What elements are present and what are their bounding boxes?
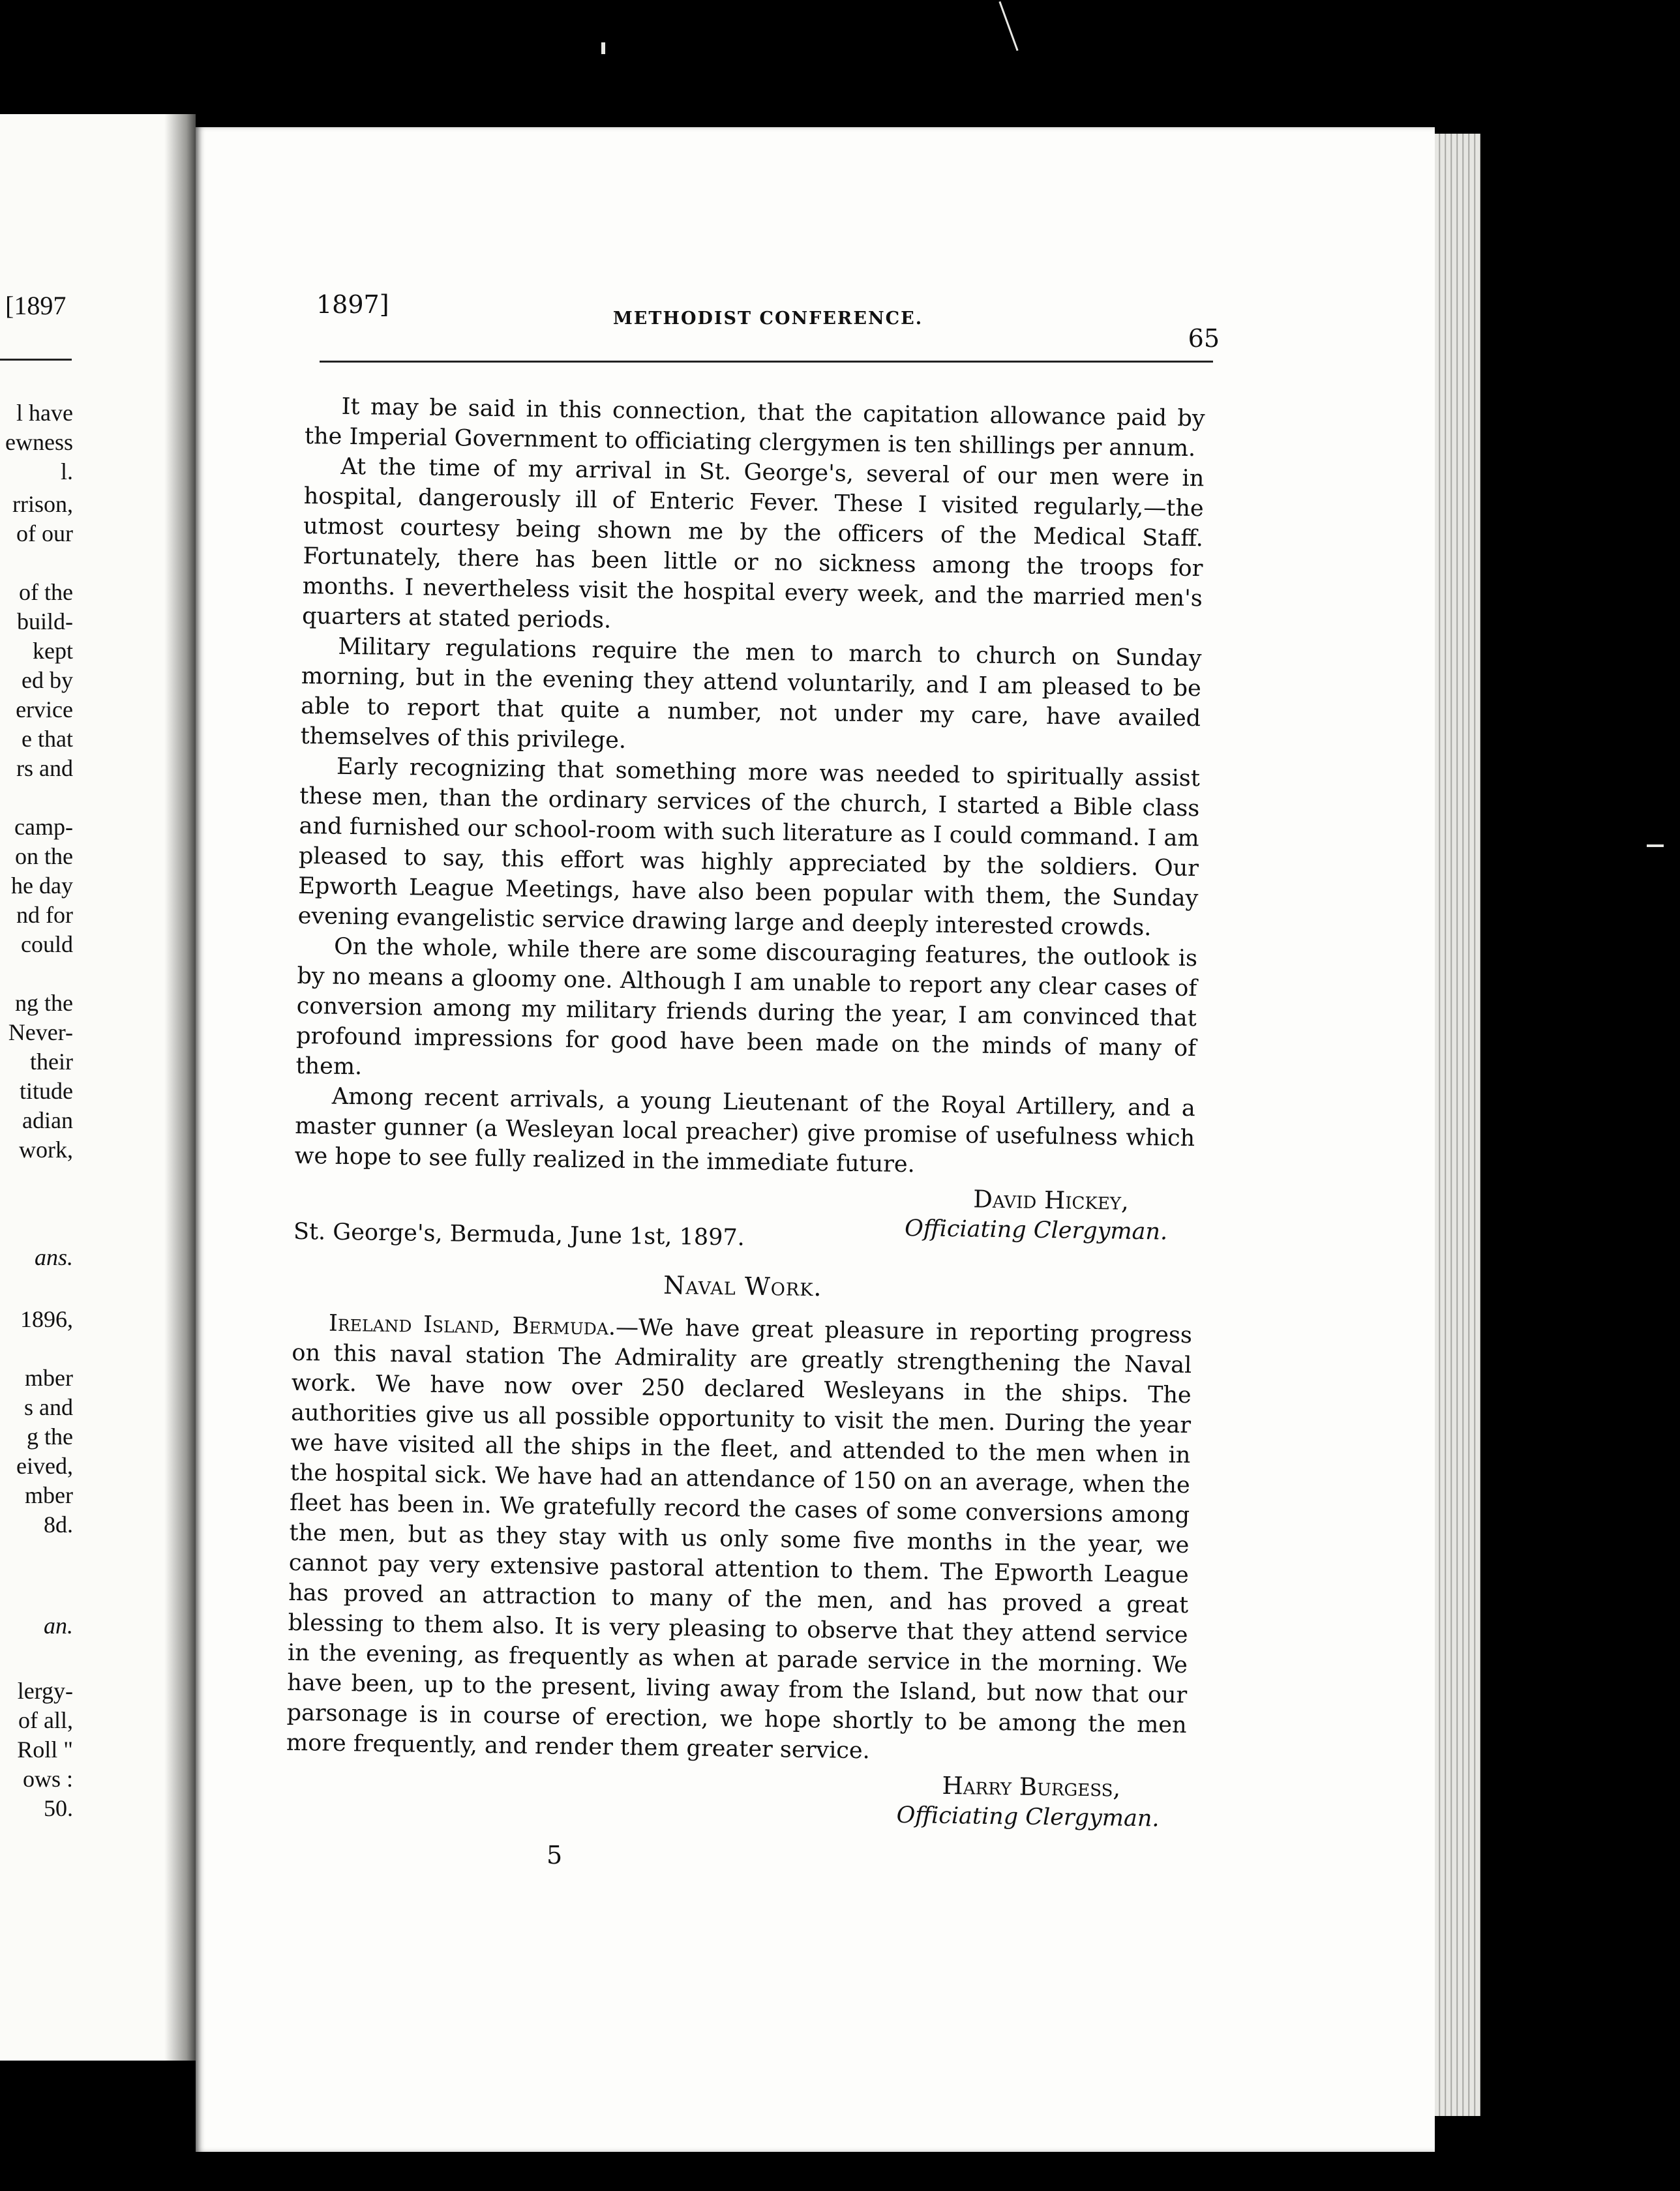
left-line-fragment: mber xyxy=(25,1482,73,1508)
left-running-head: [1897 xyxy=(5,291,67,320)
left-line-fragment: eived, xyxy=(16,1453,73,1479)
left-line-fragment: ed by xyxy=(22,667,73,693)
left-line-fragment: nd for xyxy=(16,902,73,928)
left-line-fragment: could xyxy=(21,931,73,957)
left-line-fragment: l have xyxy=(16,400,73,426)
left-line-fragment: lergy- xyxy=(17,1678,73,1704)
running-head xyxy=(316,290,1220,353)
paragraph xyxy=(286,1308,1192,1770)
book-gutter-shadow xyxy=(164,114,196,2061)
paragraph: On the whole, while there are some discouraging features, the outlook is by no means a gloomy one. Although I am unable to report any clear cases of conversion among my military friends during the year, I am convinced that profound impressions for good have been made on the minds of many of them. xyxy=(295,933,1198,1081)
left-line-fragment: mber xyxy=(25,1365,73,1391)
left-line-fragment: e that xyxy=(22,726,73,752)
left-facing-page xyxy=(0,114,196,2061)
left-line-fragment: titude xyxy=(20,1078,73,1104)
scan-artifact xyxy=(1647,844,1664,847)
page-number: 65 xyxy=(1188,324,1220,353)
left-line-fragment: ng the xyxy=(15,990,73,1016)
left-line-fragment: g the xyxy=(27,1423,73,1450)
dateline: St. George's, Bermuda, June 1st, 1897. xyxy=(293,1218,745,1251)
left-line-fragment: ewness xyxy=(5,429,73,455)
signature-title: Officiating Clergyman. xyxy=(896,1802,1160,1832)
left-line-fragment: on the xyxy=(15,843,73,869)
left-line-fragment: ows : xyxy=(22,1766,73,1792)
left-line-fragment: build- xyxy=(17,608,73,634)
place-lead: Ireland Island, Bermuda. xyxy=(328,1310,616,1341)
left-line-fragment: of all, xyxy=(18,1707,73,1733)
left-line-fragment: kept xyxy=(33,638,73,664)
section-heading: Naval Work. xyxy=(663,1270,822,1302)
left-line-fragment: Roll " xyxy=(17,1736,73,1763)
left-line-fragment: rs and xyxy=(16,755,73,781)
paragraph: Among recent arrivals, a young Lieutenant of the Royal Artillery, and a master gunner (a Wesleyan local preacher) give promise of usefulness which we hope to see fully realized in the immediate future. xyxy=(294,1083,1196,1178)
running-head-title: METHODIST CONFERENCE. xyxy=(612,308,923,329)
left-line-fragment: rrison, xyxy=(12,491,73,517)
left-line-fragment: l. xyxy=(60,458,73,484)
left-line-fragment: of our xyxy=(16,520,73,546)
paragraph: At the time of my arrival in St. George's, several of our men were in hospital, dangerously ill of Enteric Fever. These I visited regularly,—the utmost courtesy being shown me by the officers of the Medical Staff. Fortunately, there has been little or no sickness among the troops for months. I nevertheless visit the hospital every week, and the married men's quarters at stated periods. xyxy=(301,453,1205,634)
left-line-fragment: adian xyxy=(22,1107,73,1133)
signature-block xyxy=(285,1762,1186,1834)
scan-artifact xyxy=(601,42,605,54)
left-line-fragment: 50. xyxy=(44,1795,73,1821)
paragraph: Military regulations require the men to march to church on Sunday morning, but in the evening they attend voluntarily, and I am pleased to be able to report that quite a number, not under my care, have availed themselves of this privilege. xyxy=(300,633,1202,754)
signature-name: David Hickey, xyxy=(972,1185,1130,1215)
left-line-fragment: their xyxy=(30,1049,73,1075)
left-header-rule xyxy=(0,359,72,361)
paragraph: Early recognizing that something more was needed to spiritually assist these men, than the ordinary services of the church, I started a Bible class and furnished our school-room with such literature as I could command. I am pleased to say, this effort was highly appreciated by the soldiers. Our Epworth League Meetings, have also been popular with them, the Sunday evening evangelistic service drawing large and deeply interested crowds. xyxy=(297,753,1201,942)
left-line-fragment: ans. xyxy=(34,1244,73,1270)
left-line-fragment: Never- xyxy=(8,1019,73,1045)
signature-mark: 5 xyxy=(547,1841,563,1870)
paragraph: It may be said in this connection, that the capitation allowance paid by the Imperial Government to officiating clergymen is ten shillings per annum. xyxy=(304,393,1205,462)
signature-title: Officiating Clergyman. xyxy=(904,1215,1168,1245)
left-line-fragment: s and xyxy=(24,1394,73,1420)
left-line-fragment: work, xyxy=(19,1137,73,1163)
left-line-fragment: an. xyxy=(44,1613,73,1639)
left-line-fragment: 8d. xyxy=(44,1512,73,1538)
page-body xyxy=(285,391,1205,1834)
header-rule xyxy=(320,361,1213,363)
left-line-fragment: 1896, xyxy=(20,1306,73,1332)
running-head-year: 1897] xyxy=(316,290,389,319)
paragraph-text: —We have great pleasure in reporting progress on this naval station The Admirality are greatly strengthening the Naval work. We have now over 250 declared Wesleyans in the ships. The authorities give us all possible opportunity to visit the men. During the year we have visited all the ships in the fleet, and attended to the men when in the hospital sick. We have had an attendance of 150 on an average, when the fleet has been in. We gratefully record the cases of some conversions among the men, but as they stay with us only some five months in the year, we cannot pay very extensive pastoral attention to them. The Epworth League has proved an attraction to many of the men, and has proved a great blessing to them also. It is very pleasing to observe that they attend service in the evening, as frequently as when at parade service in the morning. We have been, up to the present, living away from the Island, but now that our parsonage is in course of erection, we hope shortly to be among the men more frequently, and render them greater service. xyxy=(286,1314,1193,1765)
signature-name: Harry Burgess, xyxy=(942,1771,1121,1802)
scan-artifact xyxy=(998,1,1018,51)
page-edges xyxy=(1435,134,1480,2116)
left-line-fragment: camp- xyxy=(14,814,73,840)
left-line-fragment: he day xyxy=(11,872,73,899)
left-line-fragment: ervice xyxy=(16,696,73,723)
left-line-fragment: of the xyxy=(19,579,73,605)
